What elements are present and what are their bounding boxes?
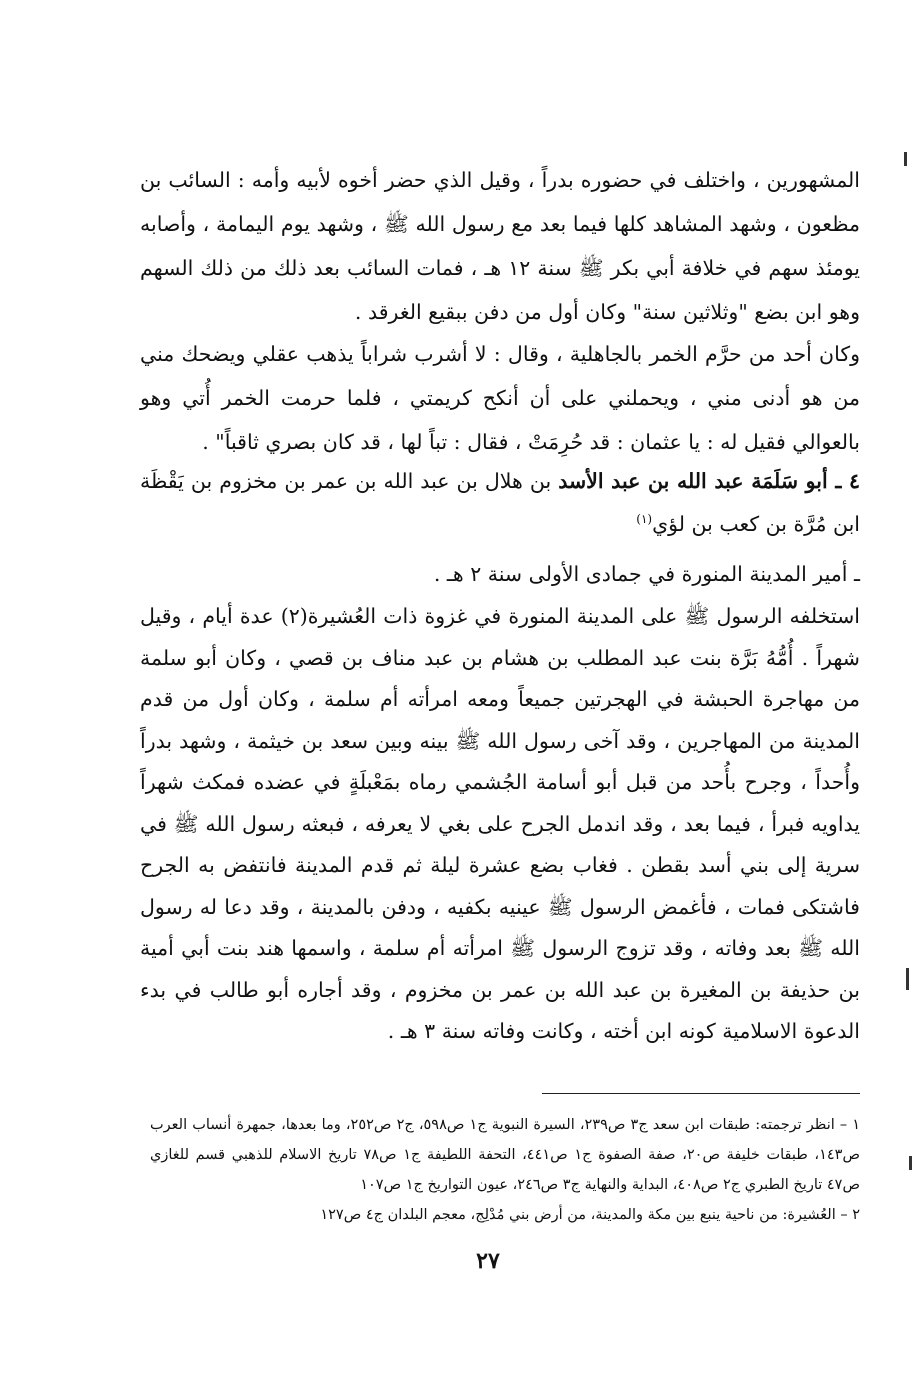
page-number: ٢٧ [476,1248,500,1274]
entry-role-line: ـ أمير المدينة المنورة في جمادى الأولى سنة ٢ هـ . [433,562,860,586]
scan-margin-mark [906,968,909,990]
paragraph-uthman-continued: المشهورين ، واختلف في حضوره بدراً ، وقيل الذي حضر أخوه لأبيه وأمه : السائب بن مظعون ، وشهد المشاهد كلها فيما بعد مع رسول الله ﷺ ، وشهد يوم اليمامة ، وأصابه يومئذ سهم في خلافة أبي بكر ﷺ سنة ١٢ هـ ، فمات السائب بعد ذلك من ذلك السهم وهو ابن بضع "وثلاثين سنة" وكان أول من دفن ببقيع الغرقد . [140,168,861,324]
footnote-ref-1[interactable]: (١) [636,512,653,526]
footnote-separator [542,1093,860,1094]
paragraph-abu-salama-bio: استخلفه الرسول ﷺ على المدينة المنورة في غزوة ذات العُشيرة(٢) عدة أيام ، وقيل شهراً . أُمُّهُ بَرَّة بنت عبد المطلب بن هشام بن عبد مناف بن قصي ، وكان أبو سلمة من مهاجرة الحبشة في الهجرتين جميعاً ومعه امرأته أم سلمة ، وكان أول من قدم المدينة من المهاجرين ، وقد آخى رسول الله ﷺ بينه وبين سعد بن خيثمة ، وشهد بدراً وأُحداً ، وجرح بأُحد من قبل أبو أسامة الجُشمي رماه بمَعْبلَةٍ في عضده فمكث شهراً يداويه فبرأ ، فيما بعد ، وقد اندمل الجرح على بغي لا يعرفه ، فبعثه رسول الله ﷺ في سرية إلى بني أسد بقطن . فغاب بضع عشرة ليلة ثم قدم المدينة فانتفض به الجرح فاشتكى فمات ، فأغمض الرسول ﷺ عينيه بكفيه ، ودفن بالمدينة ، وقد دعا له رسول الله ﷺ بعد وفاته ، وقد تزوج الرسول ﷺ امرأته أم سلمة ، واسمها هند بنت أبي أمية بن حذيفة بن المغيرة بن عبد الله بن عمر بن مخزوم ، وقد أجاره أبو طالب في بدء الدعوة الاسلامية كونه ابن أخته ، وكانت وفاته سنة ٣ هـ . [140,604,860,1043]
scan-margin-mark [904,152,907,166]
entry-lineage: بن هلال بن عبد الله بن عمر بن مخزوم بن يَقْظَة ابن مُرَّة بن كعب بن لؤي [140,469,860,536]
footnote-1: ١ – انظر ترجمته: طبقات ابن سعد ج٣ ص٢٣٩، السيرة النبوية ج١ ص٥٩٨، ج٢ ص٢٥٢، وما بعدها، جمهرة أنساب العرب ص١٤٣، طبقات خليفة ص٢٠، صفة الصفوة ج١ ص٤٤١، التحفة اللطيفة ج١ ص٧٨ تاريخ الاسلام للذهبي قسم للغازي ص٤٧ تاريخ الطبري ج٢ ص٤٠٨، البداية والنهاية ج٣ ص٢٤٦، عيون التواريخ ج١ ص١٠٧ [150,1117,861,1193]
footnote-2: ٢ – العُشيرة: من ناحية ينبع بين مكة والمدينة، من أرض بني مُدْلِج، معجم البلدان ج٤ ص١٢٧ [320,1207,860,1223]
entry-name: ٤ ـ أبو سَلَمَة عبد الله بن عبد الأسد [558,469,860,493]
paragraph-wine-prohibition: وكان أحد من حرَّم الخمر بالجاهلية ، وقال : لا أشرب شراباً يذهب عقلي ويضحك مني من هو أدنى مني ، ويحملني على أن أنكح كريمتي ، فلما حرمت الخمر أُتي وهو بالعوالي فقيل له : يا عثمان : قد حُرِمَتْ ، فقال : تباً لها ، قد كان بصري ثاقباً" . [140,342,860,454]
entry-heading-abu-salama [140,462,860,543]
scan-margin-mark [909,1156,912,1170]
